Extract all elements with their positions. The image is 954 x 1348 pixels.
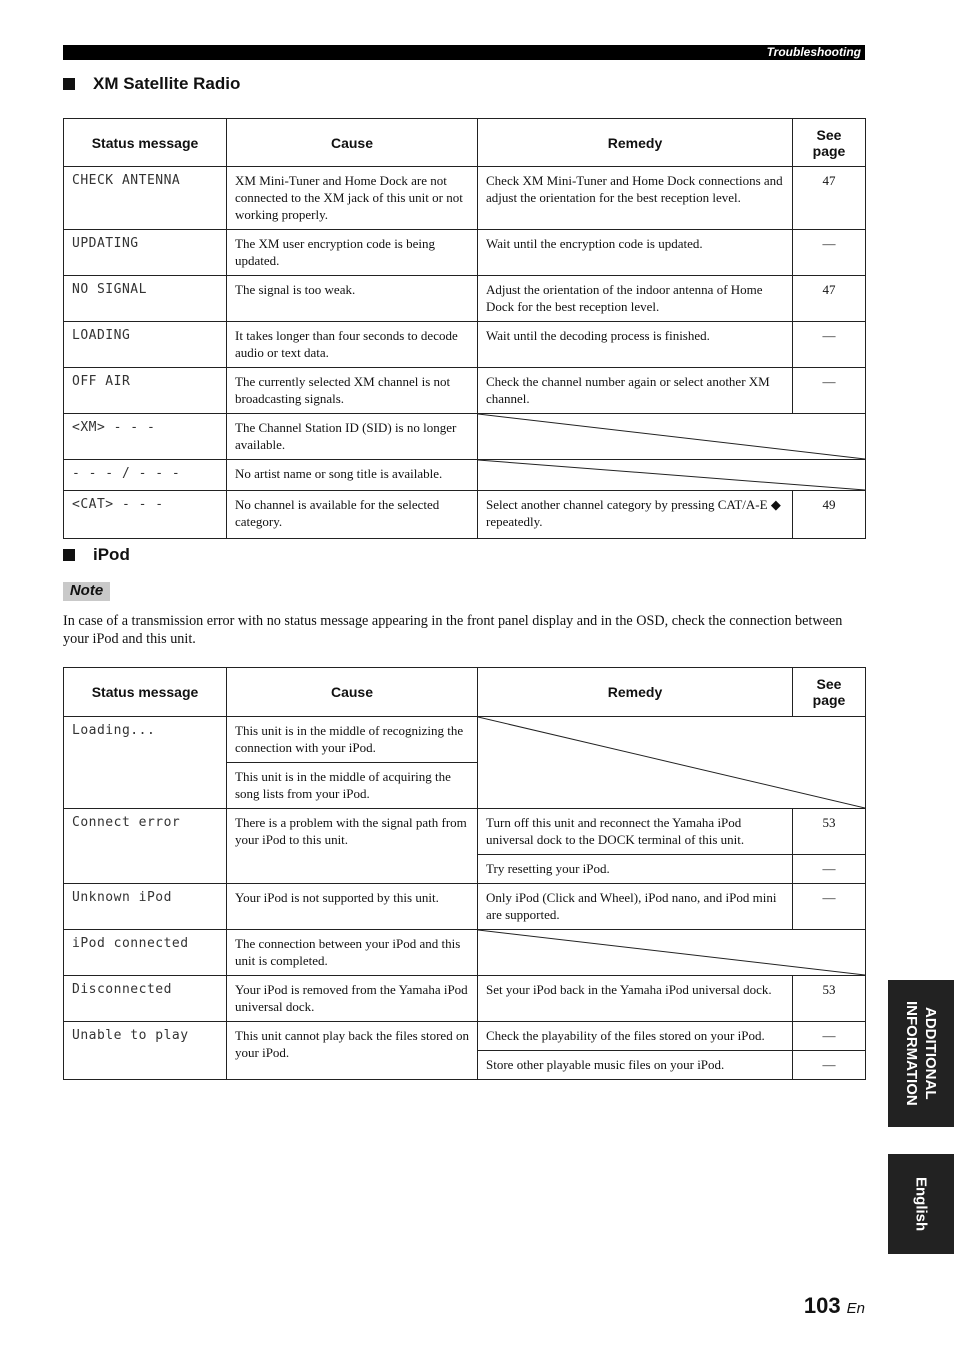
- table-row: [64, 717, 866, 763]
- empty-diagonal-cell: [478, 930, 866, 976]
- section-title-xm-text: XM Satellite Radio: [93, 74, 241, 93]
- page-ref: —: [793, 1022, 866, 1051]
- side-tab-additional-label: ADDITIONAL INFORMATION: [903, 1001, 939, 1106]
- status-message: <CAT> - - -: [64, 491, 227, 539]
- remedy-cell: Select another channel category by pressing CAT/A-E ◆ repeatedly.: [478, 491, 793, 539]
- page-ref: 47: [793, 276, 866, 322]
- cause-cell: It takes longer than four seconds to decode audio or text data.: [227, 322, 478, 368]
- cause-cell: XM Mini-Tuner and Home Dock are not connected to the XM jack of this unit or not working properly.: [227, 167, 478, 230]
- table-row: [64, 230, 866, 276]
- table-row: [64, 491, 866, 539]
- cause-cell: Your iPod is not supported by this unit.: [227, 884, 478, 930]
- diagonal-line: [478, 717, 865, 808]
- column-header-cause: Cause: [227, 668, 478, 717]
- remedy-cell: Check XM Mini-Tuner and Home Dock connections and adjust the orientation for the best reception level.: [478, 167, 793, 230]
- table-row: [64, 167, 866, 230]
- status-message: Unable to play: [64, 1022, 227, 1080]
- page-ref: 53: [793, 809, 866, 855]
- remedy-cell: Set your iPod back in the Yamaha iPod universal dock.: [478, 976, 793, 1022]
- page-ref: —: [793, 1051, 866, 1080]
- header-title: Troubleshooting: [766, 45, 861, 59]
- status-message: Loading...: [64, 717, 227, 809]
- column-header-cause: Cause: [227, 119, 478, 167]
- table-row: [64, 368, 866, 414]
- table-row: [64, 884, 866, 930]
- cause-cell: The XM user encryption code is being updated.: [227, 230, 478, 276]
- status-message: Disconnected: [64, 976, 227, 1022]
- remedy-cell: Adjust the orientation of the indoor antenna of Home Dock for the best reception level.: [478, 276, 793, 322]
- status-message: CHECK ANTENNA: [64, 167, 227, 230]
- table-header-row: [64, 119, 866, 167]
- status-message: OFF AIR: [64, 368, 227, 414]
- empty-diagonal-cell: [478, 414, 866, 460]
- remedy-cell: Store other playable music files on your iPod.: [478, 1051, 793, 1080]
- remedy-cell: Wait until the encryption code is updated.: [478, 230, 793, 276]
- page-language: En: [846, 1300, 865, 1317]
- status-message: LOADING: [64, 322, 227, 368]
- page-ref: —: [793, 230, 866, 276]
- remedy-cell: Wait until the decoding process is finished.: [478, 322, 793, 368]
- diagonal-line: [478, 460, 865, 490]
- page-ref: —: [793, 855, 866, 884]
- cause-cell: The signal is too weak.: [227, 276, 478, 322]
- table-row: [64, 414, 866, 460]
- page-ref: 53: [793, 976, 866, 1022]
- section-title-xm: [63, 74, 240, 94]
- column-header-status: Status message: [64, 668, 227, 717]
- square-bullet-icon: [63, 78, 75, 90]
- column-header-remedy: Remedy: [478, 119, 793, 167]
- page-ref: —: [793, 884, 866, 930]
- cause-cell: The Channel Station ID (SID) is no longer available.: [227, 414, 478, 460]
- header-bar: [63, 45, 865, 60]
- diagonal-line: [478, 414, 865, 459]
- column-header-page: See page: [793, 668, 866, 717]
- square-bullet-icon: [63, 549, 75, 561]
- side-tab-english-label: English: [912, 1176, 930, 1232]
- table-row: [64, 930, 866, 976]
- note-text: In case of a transmission error with no status message appearing in the front panel display and in the OSD, check the connection between your iPod and this unit.: [63, 613, 843, 647]
- section-title-ipod-text: iPod: [93, 545, 130, 564]
- page-ref: 49: [793, 491, 866, 539]
- page-ref: —: [793, 368, 866, 414]
- remedy-cell: Only iPod (Click and Wheel), iPod nano, and iPod mini are supported.: [478, 884, 793, 930]
- table-row: [64, 460, 866, 491]
- cause-cell: This unit is in the middle of acquiring the song lists from your iPod.: [227, 763, 478, 809]
- diagonal-line: [478, 930, 865, 975]
- cause-cell: Your iPod is removed from the Yamaha iPod universal dock.: [227, 976, 478, 1022]
- section-title-ipod: [63, 545, 130, 565]
- ipod-troubleshooting-table: [63, 667, 866, 1080]
- table-row: [64, 976, 866, 1022]
- remedy-cell: Try resetting your iPod.: [478, 855, 793, 884]
- table-row: [64, 276, 866, 322]
- column-header-status: Status message: [64, 119, 227, 167]
- empty-diagonal-cell: [478, 717, 866, 809]
- cause-cell: The currently selected XM channel is not broadcasting signals.: [227, 368, 478, 414]
- status-message: iPod connected: [64, 930, 227, 976]
- cause-cell: There is a problem with the signal path from your iPod to this unit.: [227, 809, 478, 884]
- table-row: [64, 1022, 866, 1051]
- cause-cell: The connection between your iPod and this unit is completed.: [227, 930, 478, 976]
- status-message: NO SIGNAL: [64, 276, 227, 322]
- page-number-value: 103: [803, 1293, 841, 1318]
- cause-cell: This unit cannot play back the files stored on your iPod.: [227, 1022, 478, 1080]
- side-tab-english[interactable]: [888, 1154, 954, 1254]
- status-message: Connect error: [64, 809, 227, 884]
- empty-diagonal-cell: [478, 460, 866, 491]
- status-message: Unknown iPod: [64, 884, 227, 930]
- side-tab-additional-information[interactable]: [888, 980, 954, 1127]
- table-row: [64, 322, 866, 368]
- cause-cell: This unit is in the middle of recognizing the connection with your iPod.: [227, 717, 478, 763]
- status-message: <XM> - - -: [64, 414, 227, 460]
- page-ref: 47: [793, 167, 866, 230]
- page-number: [804, 1293, 865, 1319]
- status-message: UPDATING: [64, 230, 227, 276]
- remedy-cell: Check the playability of the files stored on your iPod.: [478, 1022, 793, 1051]
- page-ref: —: [793, 322, 866, 368]
- status-message: - - - / - - -: [64, 460, 227, 491]
- remedy-cell: Turn off this unit and reconnect the Yamaha iPod universal dock to the DOCK terminal of this unit.: [478, 809, 793, 855]
- cause-cell: No artist name or song title is available.: [227, 460, 478, 491]
- column-header-page: See page: [793, 119, 866, 167]
- cause-cell: No channel is available for the selected category.: [227, 491, 478, 539]
- remedy-cell: Check the channel number again or select another XM channel.: [478, 368, 793, 414]
- table-row: [64, 809, 866, 855]
- column-header-remedy: Remedy: [478, 668, 793, 717]
- table-header-row: [64, 668, 866, 717]
- note-label: Note: [63, 582, 110, 601]
- xm-troubleshooting-table: [63, 118, 866, 539]
